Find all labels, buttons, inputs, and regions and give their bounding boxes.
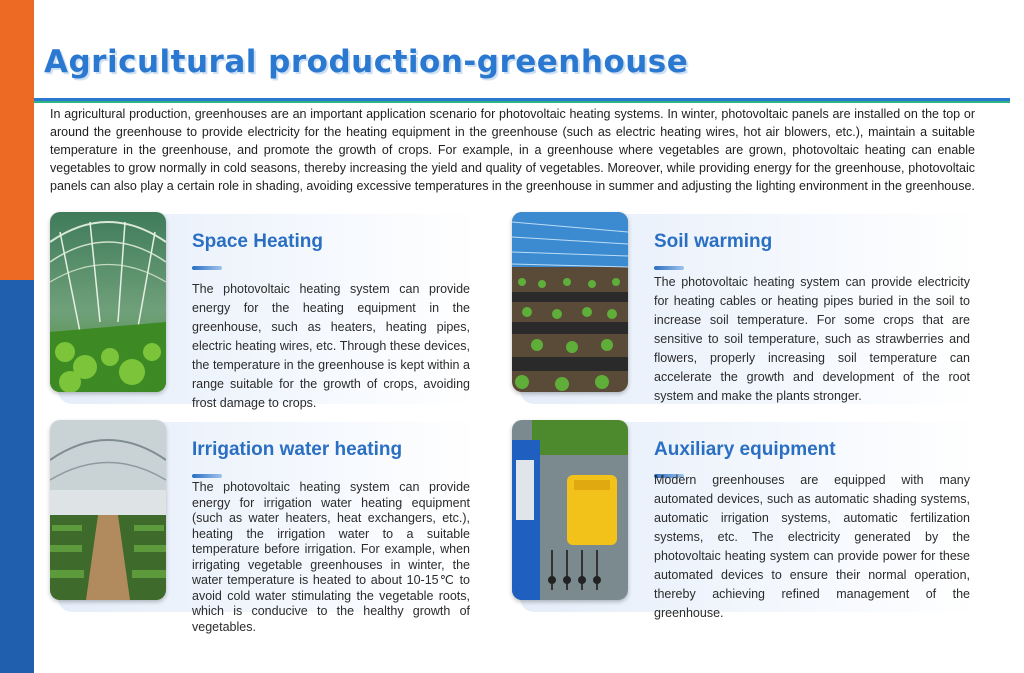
side-accent-orange [0, 0, 34, 280]
section-title-auxiliary-equipment: Auxiliary equipment [654, 439, 836, 460]
section-accent-bar [192, 266, 222, 270]
greenhouse-automation-equipment-photo [512, 420, 628, 600]
section-title-irrigation-water-heating: Irrigation water heating [192, 439, 403, 460]
section-accent-bar [192, 474, 222, 478]
section-body-soil-warming: The photovoltaic heating system can provide electricity for heating cables or heating pipes buried in the soil to increase soil temperature. For some crops that are sensitive to soil temperature, such as strawberries and flowers, properly increasing soil temperature can accelerate the growth and development of the root system and make the plants stronger. [654, 275, 970, 403]
title-rule-green [34, 101, 1010, 103]
side-accent-blue [0, 280, 34, 673]
greenhouse-vegetable-rows-photo [50, 212, 166, 392]
section-accent-bar [654, 266, 684, 270]
section-body-space-heating: The photovoltaic heating system can provide energy for the heating equipment in the greenhouse, such as heaters, heating pipes, electric heating wires, etc. Through these devices, the temperature in the greenhouse is kept within a range suitable for the growth of crops, avoiding frost damage to crops. [192, 282, 470, 410]
greenhouse-irrigation-mist-photo [50, 420, 166, 600]
greenhouse-seedling-beds-photo [512, 212, 628, 392]
section-title-soil-warming: Soil warming [654, 231, 773, 252]
section-body-irrigation-water-heating: The photovoltaic heating system can provide energy for irrigation water heating equipment (such as water heaters, heat exchangers, etc.), heating the irrigation water to a suitable temperature before irrigation. For example, when irrigating vegetable greenhouses in winter, the water temperature is heated to about 10-15℃ to avoid cold water stimulating the vegetable roots, which is conducive to the healthy growth of vegetables. [192, 480, 470, 634]
page-title: Agricultural production-greenhouse [44, 44, 689, 80]
section-body-auxiliary-equipment: Modern greenhouses are equipped with many automated devices, such as automatic shading systems, automatic irrigation systems, automatic fertilization systems, etc. The electricity generated by the photovoltaic heating system can provide power for these automated devices to ensure their normal operation, thereby achieving refined management of the greenhouse. [654, 473, 970, 620]
intro-paragraph: In agricultural production, greenhouses are an important application scenario for photovoltaic heating systems. In winter, photovoltaic panels are installed on the top or around the greenhouse to provide electricity for the heating equipment in the greenhouse (such as electric heating wires, hot air blowers, etc.), maintain a suitable temperature in the greenhouse, and promote the growth of crops. For example, in a greenhouse where vegetables are grown, photovoltaic heating can enable vegetables to grow normally in cold seasons, thereby increasing the yield and quality of vegetables. Moreover, while providing energy for the greenhouse, photovoltaic panels can also play a certain role in shading, avoiding excessive temperatures in the greenhouse in summer and adjusting the lighting environment in the greenhouse. [50, 107, 975, 193]
section-title-space-heating: Space Heating [192, 231, 323, 252]
